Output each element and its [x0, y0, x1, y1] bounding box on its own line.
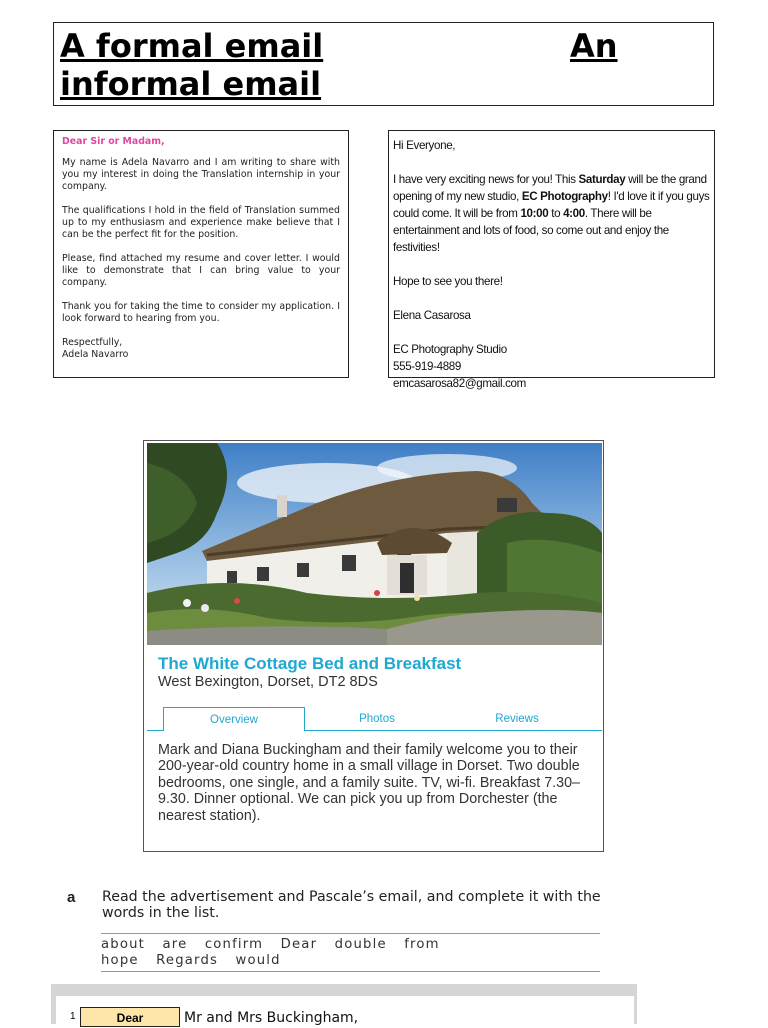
informal-signature: Elena Casarosa: [393, 309, 471, 322]
cottage-photo: [147, 443, 602, 645]
informal-text: ! I'd love it if you guys could come. It will be from: [393, 190, 710, 220]
bnb-title: The White Cottage Bed and Breakfast: [158, 654, 462, 673]
informal-bold-end: 4:00: [563, 207, 585, 220]
formal-paragraph-3: Please, find attached my resume and cover letter. I would like to demonstrate that I can bring value to your company.: [62, 253, 340, 288]
formal-letter: [53, 130, 349, 378]
informal-text: I have very exciting news for you! This: [393, 173, 579, 186]
title-box: [53, 22, 714, 106]
informal-paragraph-2: Hope to see you there!: [393, 275, 503, 288]
formal-paragraph-1: My name is Adela Navarro and I am writing to share with you my interest in doing the Translation internship in your company.: [62, 157, 340, 192]
bnb-advertisement: [143, 440, 604, 852]
bnb-tabs: [147, 707, 602, 731]
word-item: Regards: [156, 953, 219, 968]
word-item: from: [404, 937, 440, 952]
tab-overview[interactable]: Overview: [163, 707, 305, 731]
word-list-row: [101, 937, 452, 952]
formal-greeting: Dear Sir or Madam,: [62, 136, 165, 147]
title-formal: A formal email: [60, 27, 324, 65]
answer-blank-1[interactable]: Dear: [80, 1007, 180, 1027]
word-item: are: [162, 937, 188, 952]
formal-closing: Respectfully,: [62, 337, 123, 348]
informal-studio: EC Photography Studio: [393, 343, 507, 356]
informal-greeting: Hi Everyone,: [393, 139, 456, 152]
formal-paragraph-4: Thank you for taking the time to consider my application. I look forward to hearing from you.: [62, 301, 340, 324]
tab-reviews[interactable]: Reviews: [495, 713, 539, 725]
word-item: about: [101, 937, 146, 952]
informal-bold-day: Saturday: [578, 173, 626, 186]
formal-signature: Adela Navarro: [62, 349, 129, 360]
informal-bold-studio: EC Photography: [521, 190, 608, 203]
word-item: confirm: [204, 937, 264, 952]
exercise-instruction: Read the advertisement and Pascale’s email, and complete it with the words in the list.: [102, 889, 601, 921]
bnb-description: Mark and Diana Buckingham and their family welcome you to their 200-year-old country home in a small village in Dorset. Two double bedrooms, one single, and a family suite. TV, wi-fi. Breakfast 7.30–9.30. Dinner optional. We can pick you up from Dorchester (the nearest station).: [158, 742, 580, 824]
informal-letter: [388, 130, 715, 390]
informal-text: to: [548, 207, 564, 220]
word-list: [101, 933, 600, 972]
word-item: hope: [101, 953, 139, 968]
word-item: double: [334, 937, 387, 952]
bnb-address: West Bexington, Dorset, DT2 8DS: [158, 674, 378, 690]
word-item: would: [235, 953, 281, 968]
word-list-row: [101, 953, 293, 968]
title-informal-second: informal email: [60, 65, 322, 103]
informal-text: . There will be entertainment and lots of food, so come out and enjoy the festivities!: [393, 207, 669, 254]
informal-bold-start: 10:00: [520, 207, 549, 220]
exercise-letter: a: [67, 889, 76, 906]
active-tab-gap: [164, 730, 304, 731]
title-informal-first: An: [570, 27, 618, 65]
informal-text: will be the grand opening of my new studio,: [393, 173, 707, 203]
word-item: Dear: [280, 937, 318, 952]
informal-phone: 555-919-4889: [393, 360, 462, 373]
informal-email: emcasarosa82@gmail.com: [393, 377, 526, 390]
line-number: 1: [70, 1011, 76, 1022]
tab-photos[interactable]: Photos: [359, 713, 395, 725]
informal-paragraph-1: [393, 171, 710, 256]
email-line-1: Mr and Mrs Buckingham,: [184, 1010, 359, 1026]
formal-paragraph-2: The qualifications I hold in the field of Translation summed up to my enthusiasm and experience make believe that I can be the perfect fit for the position.: [62, 205, 340, 240]
